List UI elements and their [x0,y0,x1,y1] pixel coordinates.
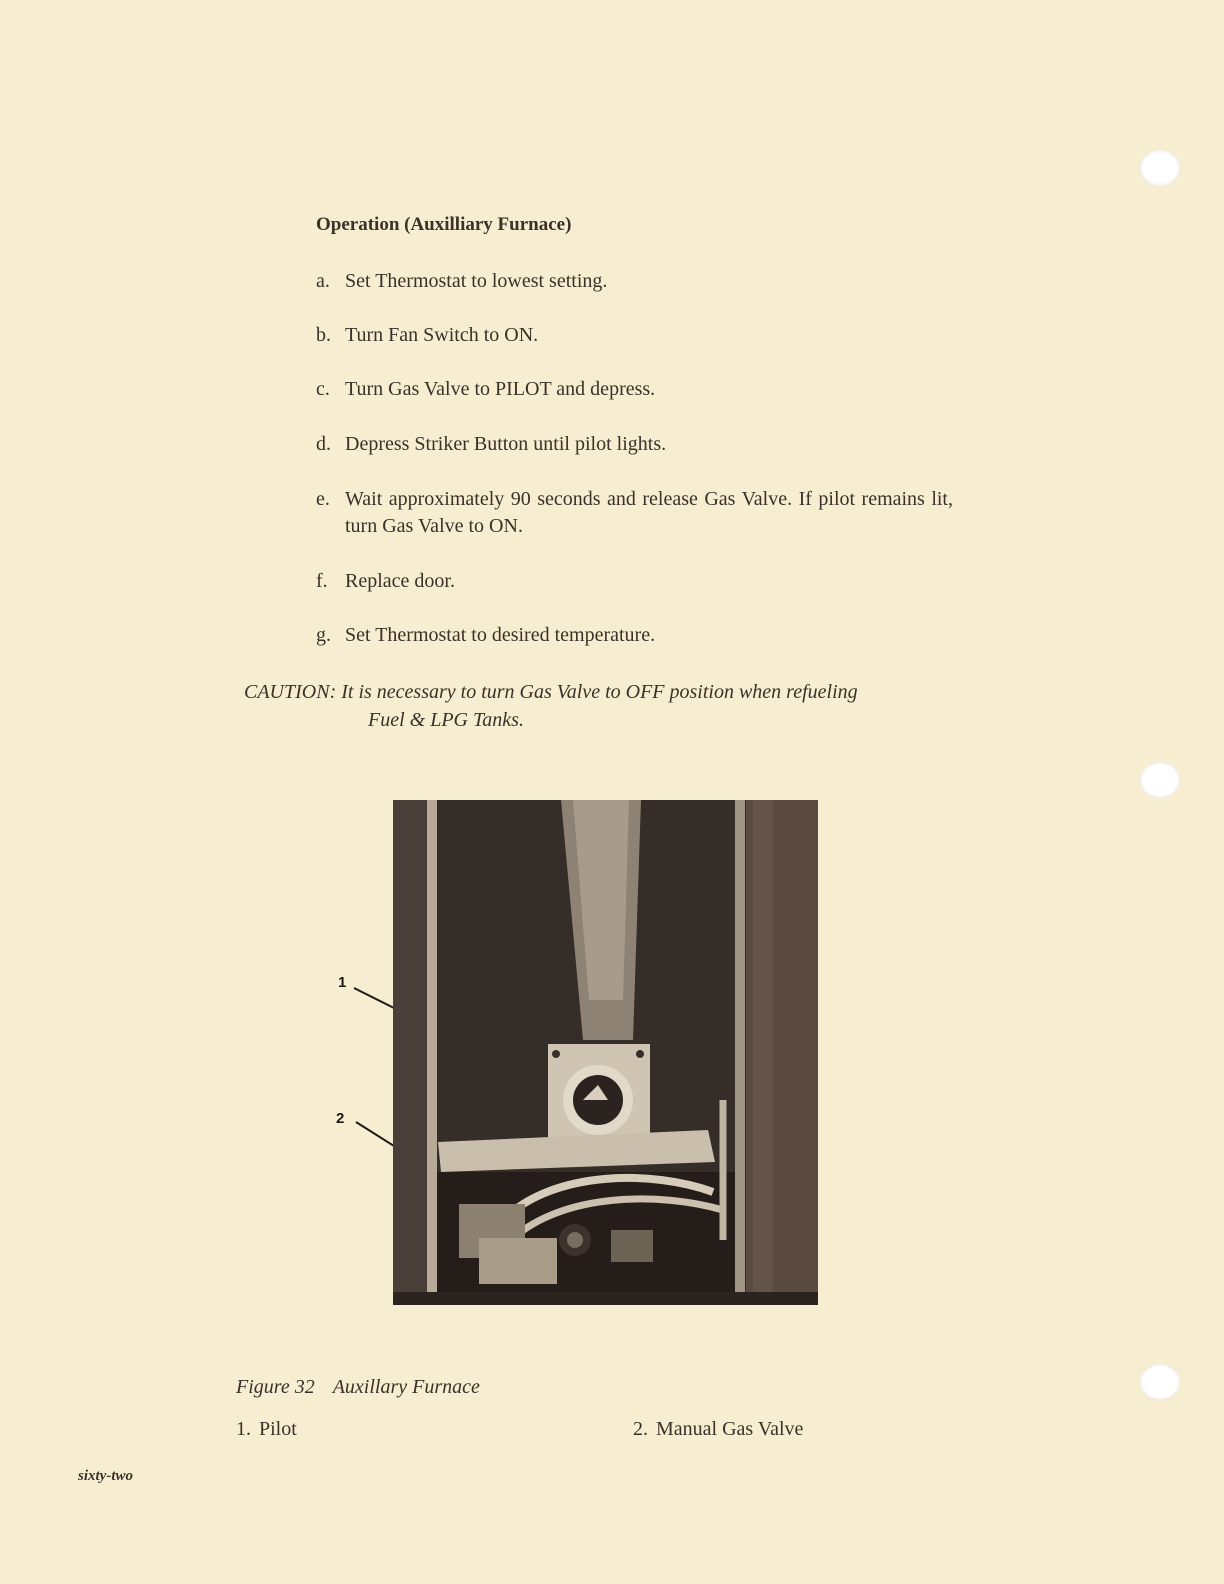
step-c [316,376,953,403]
step-text: Turn Fan Switch to ON. [345,324,539,346]
legend-number: 2. [633,1418,648,1440]
figure-caption [236,1376,480,1399]
step-text: Set Thermostat to lowest setting. [345,270,608,292]
step-letter: e. [316,488,330,510]
step-letter: a. [316,270,330,292]
step-letter: b. [316,324,331,346]
legend-item-pilot [236,1418,297,1441]
callout-number-2: 2 [336,1110,345,1127]
step-d [316,431,953,458]
step-text: Set Thermostat to desired temperature. [345,624,656,646]
step-letter: d. [316,433,331,455]
section-heading: Operation (Auxilliary Furnace) [316,214,572,235]
step-g [316,622,953,649]
figure-number: Figure 32 [236,1376,315,1398]
step-text: Depress Striker Button until pilot lights. [345,433,667,455]
step-letter: f. [316,570,328,592]
step-b [316,322,953,349]
binder-hole [1140,150,1180,186]
step-letter: c. [316,378,330,400]
page-number: sixty-two [78,1468,133,1484]
step-f [316,568,953,595]
legend-number: 1. [236,1418,251,1440]
caution-note [244,678,858,734]
step-letter: g. [316,624,331,646]
step-text: Turn Gas Valve to PILOT and depress. [345,378,656,400]
binder-hole [1140,762,1180,798]
legend-label: Manual Gas Valve [656,1418,804,1440]
legend-label: Pilot [259,1418,297,1440]
furnace-photo [393,800,818,1305]
caution-label: CAUTION: [244,681,337,703]
legend-item-gas-valve [633,1418,803,1441]
caution-text-line2: Fuel & LPG Tanks. [368,709,524,731]
binder-hole [1140,1364,1180,1400]
step-text: Replace door. [345,570,455,592]
step-a [316,268,953,295]
step-text: Wait approximately 90 seconds and release Gas Valve. If pilot remains lit, turn Gas Valve to ON. [345,488,953,537]
caution-text-line1: It is necessary to turn Gas Valve to OFF position when refueling [341,681,858,703]
figure-title: Auxillary Furnace [332,1376,480,1398]
step-e [316,486,953,540]
callout-number-1: 1 [338,974,347,991]
